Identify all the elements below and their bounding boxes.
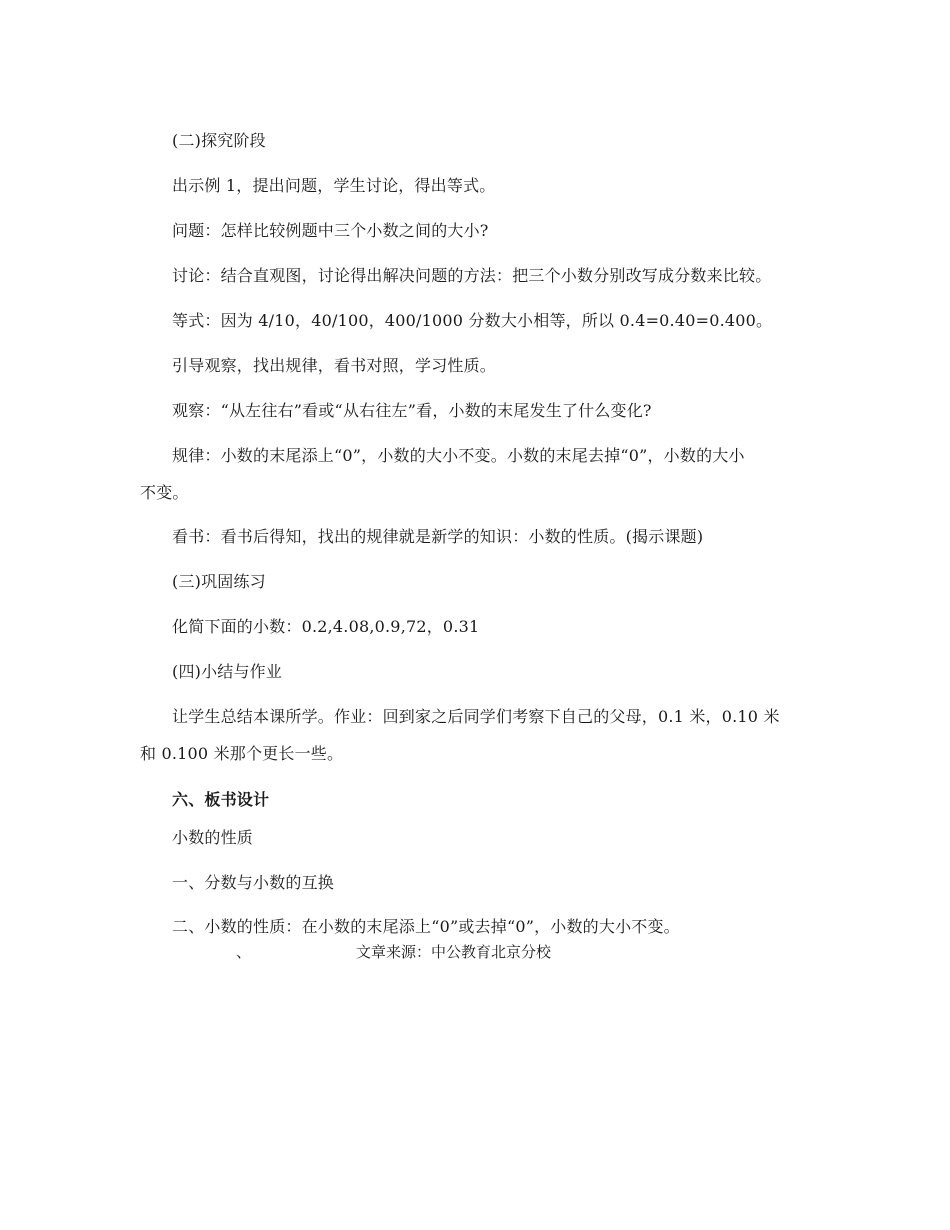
paragraph-equation: 等式：因为 4/10，40/100，400/1000 分数大小相等，所以 0.4=0.40=0.400。	[172, 311, 773, 330]
paragraph-simplify: 化简下面的小数：0.2,4.08,0.9,72，0.31	[172, 617, 480, 636]
board-item-1: 一、分数与小数的互换	[172, 873, 335, 892]
paragraph-book: 看书：看书后得知，找出的规律就是新学的知识：小数的性质。(揭示课题)	[172, 527, 704, 546]
paragraph-question: 问题：怎样比较例题中三个小数之间的大小?	[172, 221, 489, 240]
paragraph-homework-line2: 和 0.100 米那个更长一些。	[140, 744, 344, 763]
paragraph-observe: 观察：“从左往右”看或“从右往左”看，小数的末尾发生了什么变化?	[172, 401, 652, 420]
paragraph-discussion: 讨论：结合直观图，讨论得出解决问题的方法：把三个小数分别改写成分数来比较。	[172, 266, 772, 285]
section-heading-summary: (四)小结与作业	[172, 662, 283, 681]
paragraph-guide: 引导观察，找出规律，看书对照，学习性质。	[172, 356, 497, 375]
section-heading-practice: (三)巩固练习	[172, 572, 266, 591]
section-heading-explore: (二)探究阶段	[172, 131, 266, 150]
board-item-2: 二、小数的性质：在小数的末尾添上“0”或去掉“0”，小数的大小不变。	[172, 917, 680, 936]
board-title: 小数的性质	[172, 828, 254, 847]
paragraph-rule-line1: 规律：小数的末尾添上“0”，小数的大小不变。小数的末尾去掉“0”，小数的大小	[172, 446, 745, 465]
paragraph-example: 出示例 1，提出问题，学生讨论，得出等式。	[172, 176, 496, 195]
board-design-heading: 六、板书设计	[172, 790, 270, 809]
paragraph-rule-line2: 不变。	[140, 483, 189, 502]
footer-mark: 、	[236, 943, 252, 961]
paragraph-homework-line1: 让学生总结本课所学。作业：回到家之后同学们考察下自己的父母，0.1 米，0.10 米	[172, 707, 780, 726]
footer-source: 文章来源：中公教育北京分校	[356, 943, 552, 961]
